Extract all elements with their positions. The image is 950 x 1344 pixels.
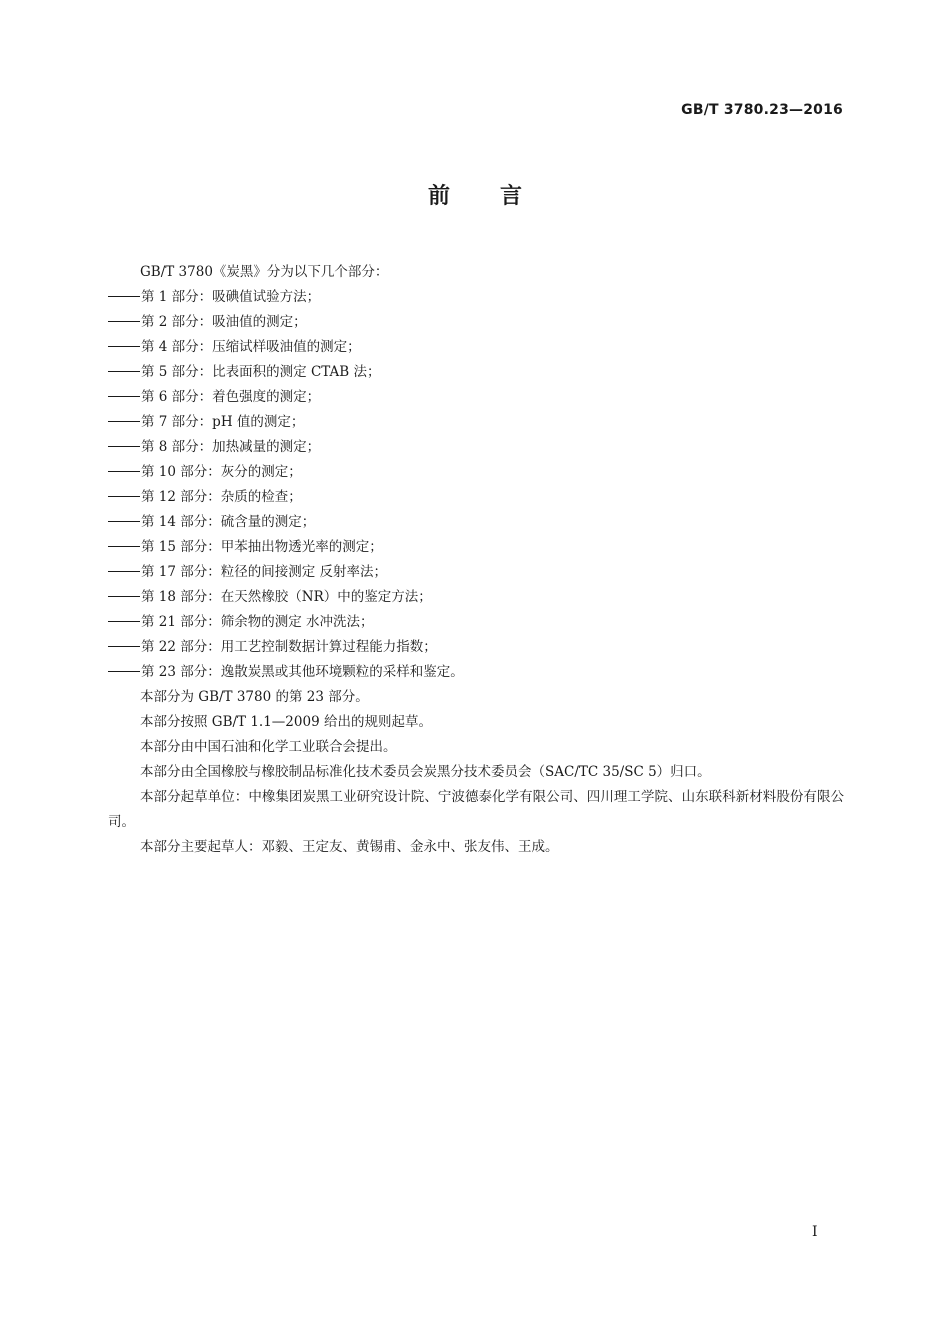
foreword-body [108,260,844,860]
em-dash-mark [108,571,140,572]
em-dash-mark [108,671,140,672]
em-dash-mark [108,371,140,372]
part-list-item: 第 5 部分：比表面积的测定 CTAB 法； [108,360,844,385]
em-dash-mark [108,396,140,397]
part-list-item: 第 12 部分：杂质的检查； [108,485,844,510]
standard-code: GB/T 3780.23—2016 [681,102,843,118]
em-dash-mark [108,621,140,622]
intro-paragraph: GB/T 3780《炭黑》分为以下几个部分： [140,264,389,280]
part-list-item: 第 18 部分：在天然橡胶（NR）中的鉴定方法； [108,585,844,610]
part-list-item: 第 2 部分：吸油值的测定； [108,310,844,335]
committee-paragraph: 本部分由全国橡胶与橡胶制品标准化技术委员会炭黑分技术委员会（SAC/TC 35/SC 5）归口。 [140,764,711,780]
part-list-item: 第 14 部分：硫含量的测定； [108,510,844,535]
em-dash-mark [108,646,140,647]
part-list-item: 第 8 部分：加热减量的测定； [108,435,844,460]
em-dash-mark [108,546,140,547]
part-list-item: 第 22 部分：用工艺控制数据计算过程能力指数； [108,635,844,660]
part-list-item: 第 10 部分：灰分的测定； [108,460,844,485]
part-list-item: 第 1 部分：吸碘值试验方法； [108,285,844,310]
proposer-paragraph: 本部分由中国石油和化学工业联合会提出。 [140,739,397,755]
part-list-item: 第 6 部分：着色强度的测定； [108,385,844,410]
em-dash-mark [108,296,140,297]
em-dash-mark [108,596,140,597]
page-title: 前言 [427,184,572,209]
page-number: I [812,1224,818,1240]
em-dash-mark [108,346,140,347]
em-dash-mark [108,496,140,497]
em-dash-mark [108,421,140,422]
drafting-units-paragraph: 本部分起草单位：中橡集团炭黑工业研究设计院、宁波德泰化学有限公司、四川理工学院、山东联科新材料股份有限公司。 [108,789,844,830]
part-list-item: 第 7 部分：pH 值的测定； [108,410,844,435]
em-dash-mark [108,321,140,322]
drafting-rules-paragraph: 本部分按照 GB/T 1.1—2009 给出的规则起草。 [140,714,432,730]
part-list-item: 第 15 部分：甲苯抽出物透光率的测定； [108,535,844,560]
part-number-paragraph: 本部分为 GB/T 3780 的第 23 部分。 [140,689,369,705]
em-dash-mark [108,471,140,472]
part-list-item: 第 4 部分：压缩试样吸油值的测定； [108,335,844,360]
part-list-item: 第 17 部分：粒径的间接测定 反射率法； [108,560,844,585]
part-list-item: 第 23 部分：逸散炭黑或其他环境颗粒的采样和鉴定。 [108,660,844,685]
part-list-item: 第 21 部分：筛余物的测定 水冲洗法； [108,610,844,635]
em-dash-mark [108,446,140,447]
drafters-paragraph: 本部分主要起草人：邓毅、王定友、黄锡甫、金永中、张友伟、王成。 [140,839,559,855]
em-dash-mark [108,521,140,522]
